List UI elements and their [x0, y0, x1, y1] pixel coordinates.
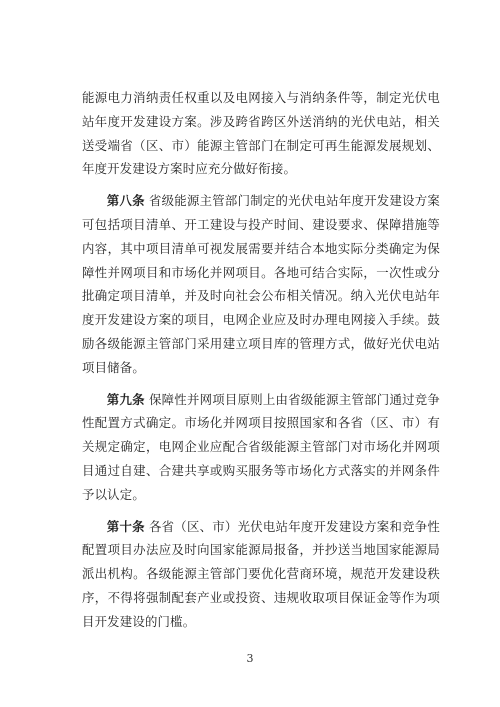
article-label: 第八条 — [106, 193, 145, 209]
paragraph-text: 省级能源主管部门制定的光伏电站年度开发建设方案可包括项目清单、开工建设与投产时间、建设要求、保障措施等内容，其中项目清单可视发展需要并结合本地实际分类确定为保障性并网项目和市场化并网项目。各地可结合实际，一次性或分批确定项目清单，并及时向社会公布相关情况。纳入光伏电站年度开发建设方案的项目，电网企业应及时办理电网接入手续。鼓励各级能源主管部门采用建立项目库的管理方式，做好光伏电站项目储备。 — [82, 193, 440, 375]
paragraph-article-8 — [82, 189, 440, 379]
paragraph-text: 能源电力消纳责任权重以及电网接入与消纳条件等，制定光伏电站年度开发建设方案。涉及跨省跨区外送消纳的光伏电站，相关送受端省（区、市）能源主管部门在制定可再生能源发展规划、年度开发建设方案时应充分做好衔接。 — [82, 90, 440, 177]
page-number: 3 — [246, 652, 254, 665]
article-label: 第九条 — [106, 391, 145, 407]
paragraph-article-10 — [82, 515, 440, 634]
document-body — [82, 86, 440, 642]
article-label: 第十条 — [106, 518, 145, 534]
paragraph-continuation — [82, 86, 440, 181]
paragraph-text: 各省（区、市）光伏电站年度开发建设方案和竞争性配置项目办法应及时向国家能源局报备，并抄送当地国家能源局派出机构。各级能源主管部门要优化营商环境，规范开发建设秩序，不得将强制配套产业或投资、违规收取项目保证金等作为项目开发建设的门槛。 — [82, 518, 440, 629]
paragraph-text: 保障性并网项目原则上由省级能源主管部门通过竞争性配置方式确定。市场化并网项目按照国家和各省（区、市）有关规定确定，电网企业应配合省级能源主管部门对市场化并网项目通过自建、合建共享或购买服务等市场化方式落实的并网条件予以认定。 — [82, 391, 440, 502]
paragraph-article-9 — [82, 388, 440, 507]
